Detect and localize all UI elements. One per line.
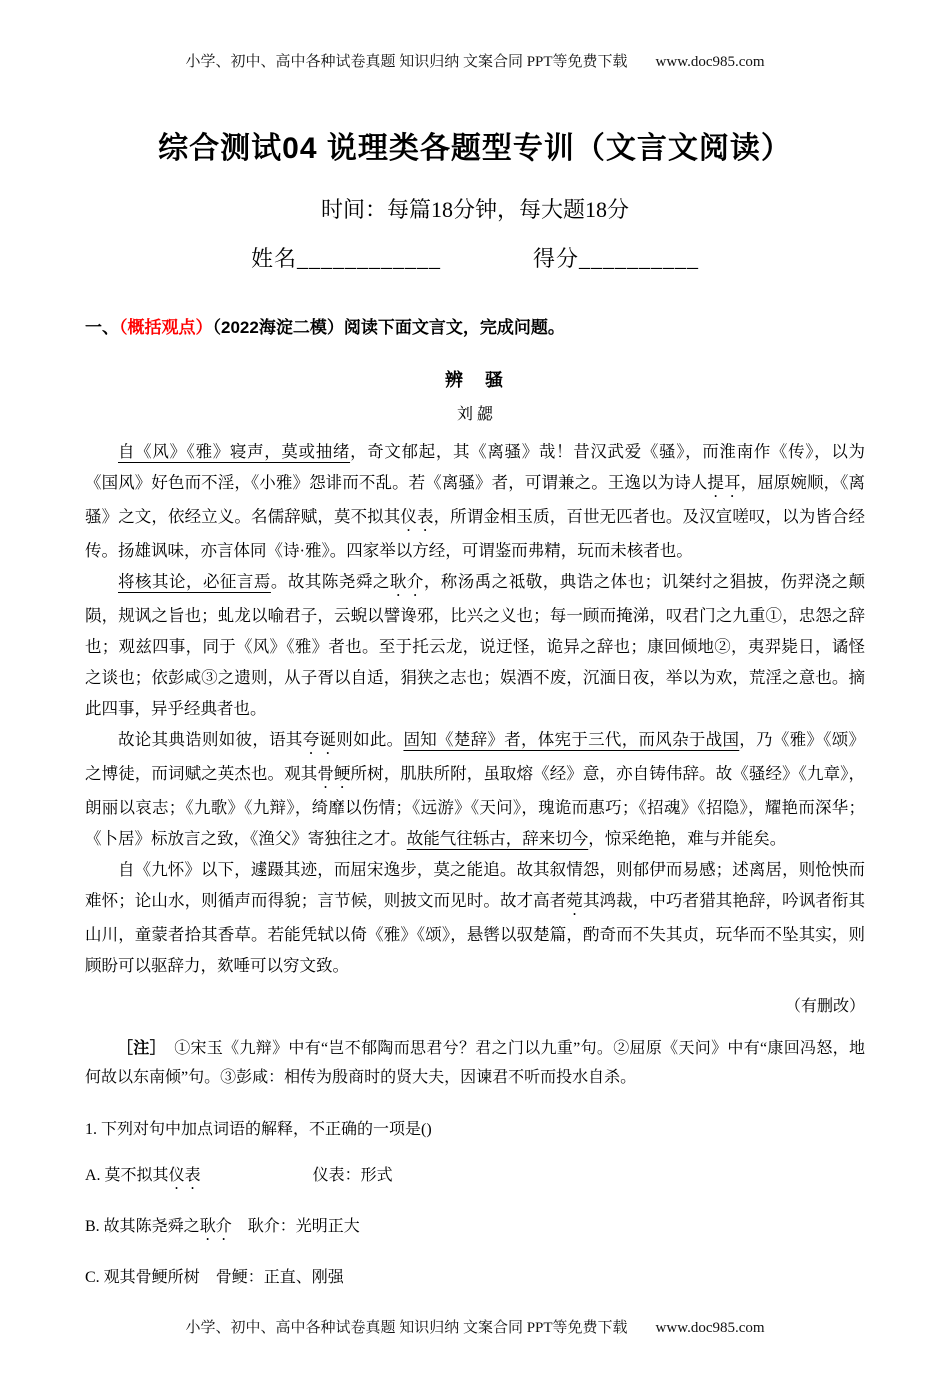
text-segment: 。故其陈尧舜之 (270, 572, 390, 591)
text-segment: 则如此。 (336, 730, 404, 749)
text-segment: ，称汤禹之祗敬，典诰之体也；讥桀纣之猖披，伤羿浇之颠陨，规讽之旨也；虬龙以喻君子，云蜺以譬谗邪，比兴之义也；每一顾而掩涕，叹君门之九重①，忠怨之辞也；观兹四事，同于《风》《雅》者也。至于托云龙，说迂怪，诡异之辞也；康回倾地②，夷羿毙日，谲怪之谈也；依彭咸③之遗则，从子胥以自适，狷狭之志也；娱酒不废，沉湎日夜，举以为欢，荒淫之意也。摘此四事，异乎经典者也。 (85, 572, 866, 718)
section-number: 一、 (85, 318, 119, 337)
text-segment: ，所谓金相玉质，百世无匹者也。及汉宣嗟叹，以为皆合经传。扬雄讽味，亦言体同《诗·雅》。四家举以方经，可谓鉴而弗精，玩而未核者也。 (85, 507, 866, 560)
text-segment: 故能气往轹古，辞来切今 (406, 829, 589, 848)
text-segment: ，屈原婉顺，《离骚》之文，依经立义。名儒辞赋，莫不拟其 (85, 473, 866, 526)
doc-title: 综合测试04 说理类各题型专训（文言文阅读） (158, 132, 792, 165)
text-segment: ，惊采绝艳，难与并能矣。 (588, 829, 787, 848)
text-segment: 仪表：形式 (200, 1167, 393, 1184)
text-segment (200, 1269, 216, 1286)
header-site-url: www.doc985.com (655, 54, 765, 70)
text-segment: 耿介：光明正大 (231, 1218, 360, 1235)
text-segment: 其鸿裁，中巧者猎其艳辞，吟讽者衔其山川，童蒙者拾其香草。若能凭轼以倚《雅》《颂》，悬辔以驭楚篇，酌奇而不失其贞，玩华而不坠其实，则顾盼可以驱辞力，欬唾可以穷文致。 (85, 891, 866, 975)
page-footer (85, 1290, 865, 1337)
text-segment: ：正直、刚强 (247, 1269, 344, 1286)
page-header (85, 50, 865, 71)
article-author: 刘 勰 (456, 406, 493, 423)
question-1-option-a (85, 1164, 865, 1193)
footer-site-url: www.doc985.com (655, 1320, 765, 1336)
edit-note: （有删改） (784, 998, 865, 1015)
text-segment: A. 莫不拟其 (85, 1167, 169, 1184)
footer-promo-text: 小学、初中、高中各种试卷真题 知识归纳 文案合同 PPT等免费下载 (185, 1320, 628, 1336)
question-1-stem: 1. 下列对句中加点词语的解释，不正确的一项是() (85, 1121, 432, 1138)
article-paragraph-3 (85, 724, 865, 854)
text-segment: B. 故其陈尧舜之 (85, 1218, 200, 1235)
text-segment: 仪表 (400, 507, 434, 526)
text-segment: 所树，肌肤所附，虽取熔《经》意，亦自铸伟辞。故《骚经》《九章》，朗丽以哀志；《九歌》《九辩》，绮靡以伤情；《远游》《天问》，瑰诡而惠巧；《招魂》《招隐》，耀艳而深华；《卜居》标放言之致，《渔父》寄独往之才。 (85, 764, 866, 848)
text-segment: 自《风》《雅》寝声，莫或抽绪 (118, 442, 351, 461)
text-segment: ①宋玉《九辩》中有“岂不郁陶而思君兮？君之门以九重”句。②屈原《天问》中有“康回冯怒，地何故以东南倾”句。③彭咸：相传为殷商时的贤大夫，因谏君不听而投水自杀。 (85, 1040, 865, 1086)
text-segment: 自《九怀》以下，遽蹑其迹，而屈宋逸步，莫之能追。故其叙情怨，则郁伊而易感；述离居，则怆怏而难怀；论山水，则循声而得貌；言节候，则披文而见时。故才高者 (85, 860, 865, 910)
note-label: ［注］ (117, 1040, 175, 1057)
text-segment: ，乃《雅》《颂》之博徒，而词赋之英杰也。观其 (85, 730, 866, 783)
question-1-option-c (85, 1266, 865, 1290)
text-segment: 提耳 (707, 473, 741, 492)
text-segment: ，奇文郁起，其《离骚》哉！昔汉武爱《骚》，而淮南作《传》，以为《国风》好色而不淫，《小雅》怨诽而不乱。若《离骚》者，可谓兼之。王逸以为诗人 (85, 442, 866, 492)
text-segment: C. 观其骨鲠所树 (85, 1269, 200, 1286)
text-segment: 夸诞 (302, 730, 337, 749)
name-score-line: 姓名____________ 得分__________ (250, 246, 699, 271)
time-info: 时间：每篇18分钟，每大题18分 (320, 197, 629, 222)
article-paragraph-1 (85, 436, 865, 566)
article-paragraph-4 (85, 854, 865, 981)
text-segment: 耿介 (389, 572, 424, 591)
section-tag: （概括观点） (119, 318, 213, 337)
text-segment: 菀 (566, 891, 583, 910)
text-segment: 骨鲠 (215, 1269, 248, 1286)
footnotes (85, 1034, 865, 1092)
section-instruction: （2022海淀二模）阅读下面文言文，完成问题。 (212, 318, 565, 337)
article-paragraph-2 (85, 566, 865, 724)
article-body (85, 436, 865, 981)
text-segment: 将核其论，必征言焉 (118, 572, 271, 591)
text-segment: 故论其典诰则如彼，语其 (118, 730, 303, 749)
text-segment: 耿介 (199, 1218, 232, 1235)
text-segment: 骨鲠 (317, 764, 351, 783)
text-segment: 固知《楚辞》者，体宪于三代，而风杂于战国 (403, 730, 740, 749)
header-promo-text: 小学、初中、高中各种试卷真题 知识归纳 文案合同 PPT等免费下载 (185, 54, 628, 70)
article-title: 辨 骚 (445, 370, 505, 390)
section-heading (85, 313, 865, 338)
question-1-option-b (85, 1215, 865, 1244)
text-segment: 仪表 (168, 1167, 201, 1184)
